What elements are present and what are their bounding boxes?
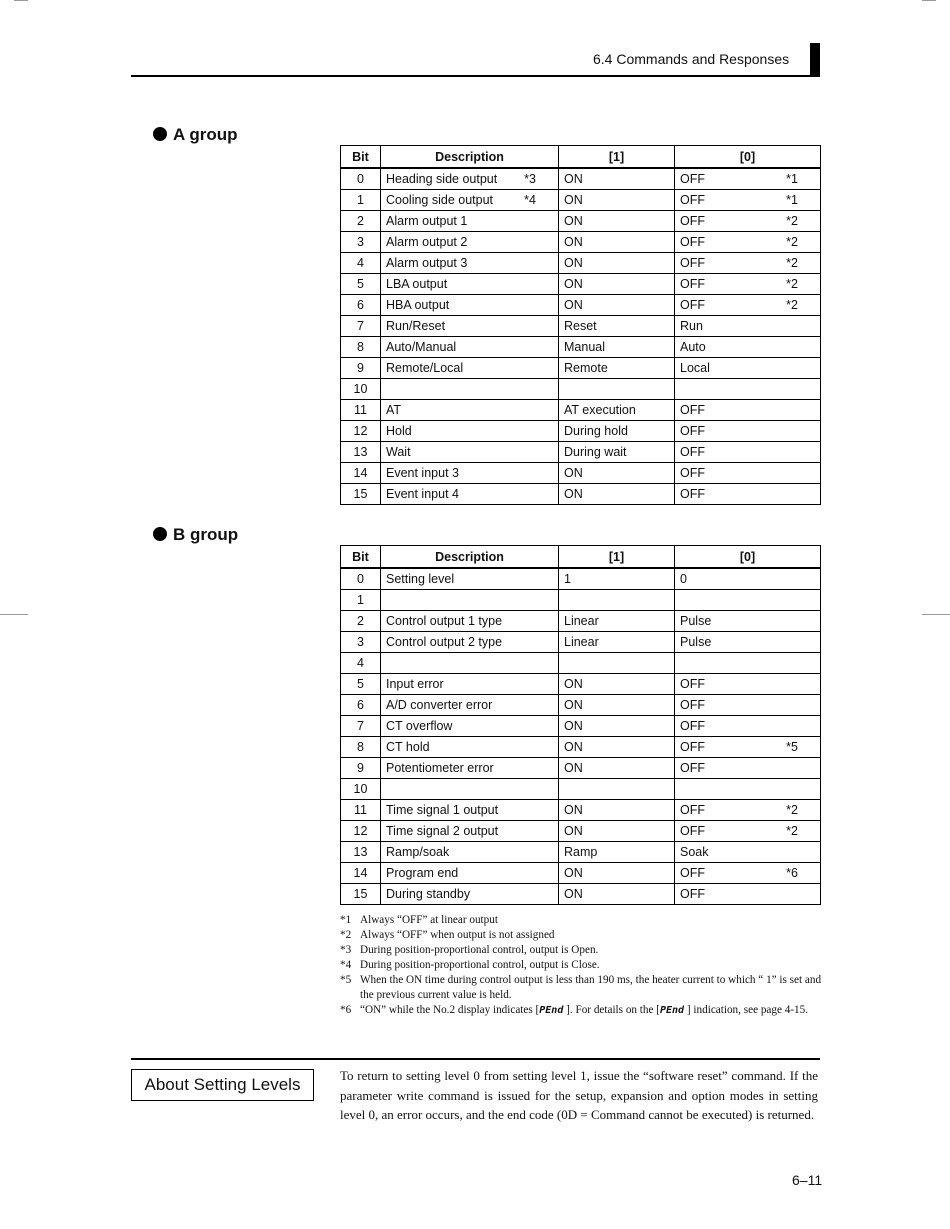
b-group-heading: [153, 525, 238, 545]
zero-column-header: [0]: [675, 546, 821, 569]
a-group-table: [340, 145, 821, 505]
one-value-cell: ON: [559, 716, 675, 737]
bit-cell: 13: [341, 842, 381, 863]
one-value-cell: 1: [559, 568, 675, 590]
bit-cell: 2: [341, 211, 381, 232]
one-value-cell: Ramp: [559, 842, 675, 863]
bit-cell: 3: [341, 232, 381, 253]
zero-value-cell: OFF *2: [675, 800, 821, 821]
table-row: [341, 800, 821, 821]
bit-cell: 14: [341, 863, 381, 884]
bit-cell: 1: [341, 190, 381, 211]
footnote-ref: *2: [786, 803, 798, 817]
bit-cell: 1: [341, 590, 381, 611]
one-value-cell: ON: [559, 190, 675, 211]
bit-cell: 4: [341, 253, 381, 274]
bit-cell: 15: [341, 484, 381, 505]
description-cell: Program end: [381, 863, 559, 884]
b-group-table: [340, 545, 821, 905]
description-cell: HBA output: [381, 295, 559, 316]
one-value-cell: Linear: [559, 611, 675, 632]
table-row: [341, 716, 821, 737]
description-cell: [381, 379, 559, 400]
one-column-header: [1]: [559, 546, 675, 569]
table-row: [341, 779, 821, 800]
zero-value-cell: Run: [675, 316, 821, 337]
page-number: 6–11: [792, 1172, 823, 1188]
one-value-cell: ON: [559, 737, 675, 758]
footnote: *4 During position-proportional control, output is Close.: [340, 959, 600, 971]
table-row: [341, 337, 821, 358]
bit-cell: 5: [341, 274, 381, 295]
table-row: [341, 737, 821, 758]
a-group-heading: [153, 125, 238, 145]
table-row: [341, 400, 821, 421]
table-row: [341, 168, 821, 190]
description-cell: Alarm output 1: [381, 211, 559, 232]
table-row: [341, 674, 821, 695]
crop-mark: [14, 0, 28, 1]
zero-value-cell: OFF: [675, 695, 821, 716]
header-rule: [131, 75, 820, 77]
section-rule: [131, 1058, 820, 1060]
one-value-cell: ON: [559, 800, 675, 821]
bit-cell: 11: [341, 400, 381, 421]
description-cell: Event input 4: [381, 484, 559, 505]
footnote: *1 Always “OFF” at linear output: [340, 914, 498, 926]
zero-value-cell: OFF: [675, 758, 821, 779]
zero-column-header: [0]: [675, 146, 821, 169]
description-cell: Time signal 1 output: [381, 800, 559, 821]
table-row: [341, 421, 821, 442]
bit-cell: 3: [341, 632, 381, 653]
table-row: [341, 863, 821, 884]
one-value-cell: [559, 779, 675, 800]
table-row: [341, 484, 821, 505]
description-cell: Cooling side output *4: [381, 190, 559, 211]
footnote: *5 When the ON time during control output is less than 190 ms, the heater current to which “ 1” is set and the previous current value is held.: [340, 974, 822, 1001]
description-cell: Control output 2 type: [381, 632, 559, 653]
zero-value-cell: OFF: [675, 484, 821, 505]
description-cell: Setting level: [381, 568, 559, 590]
zero-value-cell: [675, 653, 821, 674]
description-cell: Input error: [381, 674, 559, 695]
bit-cell: 15: [341, 884, 381, 905]
one-value-cell: ON: [559, 821, 675, 842]
footnote: *3 During position-proportional control, output is Open.: [340, 944, 599, 956]
bit-column-header: Bit: [341, 146, 381, 169]
one-column-header: [1]: [559, 146, 675, 169]
one-value-cell: AT execution: [559, 400, 675, 421]
one-value-cell: Remote: [559, 358, 675, 379]
zero-value-cell: OFF: [675, 716, 821, 737]
zero-value-cell: Pulse: [675, 632, 821, 653]
bit-cell: 6: [341, 295, 381, 316]
description-cell: Ramp/soak: [381, 842, 559, 863]
table-row: [341, 190, 821, 211]
description-cell: Auto/Manual: [381, 337, 559, 358]
description-cell: AT: [381, 400, 559, 421]
bit-column-header: Bit: [341, 546, 381, 569]
a-group-title: A group: [173, 125, 238, 144]
bit-cell: 12: [341, 421, 381, 442]
one-value-cell: ON: [559, 863, 675, 884]
footnote-ref: *4: [524, 193, 536, 207]
table-header-row: [341, 146, 821, 169]
footnote-ref: *2: [786, 277, 798, 291]
zero-value-cell: OFF *2: [675, 211, 821, 232]
zero-value-cell: Auto: [675, 337, 821, 358]
bit-cell: 8: [341, 337, 381, 358]
crop-mark: [0, 614, 28, 615]
table-row: [341, 653, 821, 674]
section-header-title: 6.4 Commands and Responses: [593, 51, 790, 67]
footnote: *2 Always “OFF” when output is not assigned: [340, 929, 555, 941]
table-row: [341, 358, 821, 379]
table-row: [341, 295, 821, 316]
crop-mark: [922, 0, 936, 1]
description-cell: CT overflow: [381, 716, 559, 737]
one-value-cell: ON: [559, 884, 675, 905]
one-value-cell: During hold: [559, 421, 675, 442]
one-value-cell: ON: [559, 695, 675, 716]
description-cell: CT hold: [381, 737, 559, 758]
segment-display-text: PEnd: [660, 1005, 685, 1016]
description-cell: Control output 1 type: [381, 611, 559, 632]
bit-cell: 13: [341, 442, 381, 463]
zero-value-cell: [675, 379, 821, 400]
zero-value-cell: OFF *6: [675, 863, 821, 884]
description-cell: Heading side output *3: [381, 168, 559, 190]
zero-value-cell: OFF *1: [675, 168, 821, 190]
footnote-ref: *6: [786, 866, 798, 880]
b-group-title: B group: [173, 525, 239, 544]
bit-cell: 2: [341, 611, 381, 632]
one-value-cell: [559, 379, 675, 400]
description-cell: Run/Reset: [381, 316, 559, 337]
one-value-cell: ON: [559, 295, 675, 316]
table-row: [341, 274, 821, 295]
zero-value-cell: OFF: [675, 421, 821, 442]
bit-cell: 10: [341, 379, 381, 400]
segment-display-text: PEnd: [539, 1005, 564, 1016]
table-row: [341, 211, 821, 232]
zero-value-cell: OFF: [675, 463, 821, 484]
table-row: [341, 316, 821, 337]
table-header-row: [341, 546, 821, 569]
crop-mark: [922, 614, 950, 615]
description-cell: During standby: [381, 884, 559, 905]
footnote-ref: *2: [786, 256, 798, 270]
one-value-cell: ON: [559, 232, 675, 253]
footnote-ref: *2: [786, 235, 798, 249]
one-value-cell: [559, 653, 675, 674]
zero-value-cell: OFF *2: [675, 253, 821, 274]
zero-value-cell: 0: [675, 568, 821, 590]
table-row: [341, 842, 821, 863]
description-cell: [381, 653, 559, 674]
header-tab-marker: [810, 43, 820, 76]
table-row: [341, 884, 821, 905]
footnote-ref: *1: [786, 193, 798, 207]
footnote-ref: *2: [786, 824, 798, 838]
zero-value-cell: OFF *2: [675, 821, 821, 842]
description-cell: Wait: [381, 442, 559, 463]
description-cell: Hold: [381, 421, 559, 442]
one-value-cell: ON: [559, 484, 675, 505]
footnote: *6 “ON” while the No.2 display indicates [PEnd ]. For details on the [PEnd ] indication, see page 4-15.: [340, 1004, 809, 1016]
bullet-icon: [153, 527, 167, 541]
footnote-ref: *2: [786, 214, 798, 228]
zero-value-cell: [675, 590, 821, 611]
one-value-cell: During wait: [559, 442, 675, 463]
table-row: [341, 611, 821, 632]
description-cell: Alarm output 2: [381, 232, 559, 253]
description-column-header: Description: [381, 546, 559, 569]
table-row: [341, 379, 821, 400]
bit-cell: 5: [341, 674, 381, 695]
one-value-cell: ON: [559, 253, 675, 274]
one-value-cell: ON: [559, 274, 675, 295]
description-cell: LBA output: [381, 274, 559, 295]
zero-value-cell: [675, 779, 821, 800]
table-row: [341, 463, 821, 484]
bit-cell: 0: [341, 168, 381, 190]
description-cell: A/D converter error: [381, 695, 559, 716]
footnote-ref: *2: [786, 298, 798, 312]
table-row: [341, 568, 821, 590]
zero-value-cell: OFF *2: [675, 274, 821, 295]
bit-cell: 12: [341, 821, 381, 842]
zero-value-cell: OFF *2: [675, 295, 821, 316]
bit-cell: 14: [341, 463, 381, 484]
one-value-cell: ON: [559, 674, 675, 695]
zero-value-cell: OFF: [675, 400, 821, 421]
bit-cell: 7: [341, 716, 381, 737]
zero-value-cell: Pulse: [675, 611, 821, 632]
bit-cell: 6: [341, 695, 381, 716]
zero-value-cell: OFF: [675, 442, 821, 463]
footnote-ref: *1: [786, 172, 798, 186]
footnote-ref: *5: [786, 740, 798, 754]
description-cell: Remote/Local: [381, 358, 559, 379]
footnotes: [340, 913, 822, 1018]
description-cell: Potentiometer error: [381, 758, 559, 779]
bit-cell: 4: [341, 653, 381, 674]
table-row: [341, 632, 821, 653]
one-value-cell: ON: [559, 463, 675, 484]
zero-value-cell: Soak: [675, 842, 821, 863]
table-row: [341, 590, 821, 611]
one-value-cell: ON: [559, 758, 675, 779]
description-cell: Event input 3: [381, 463, 559, 484]
zero-value-cell: Local: [675, 358, 821, 379]
bit-cell: 9: [341, 358, 381, 379]
table-row: [341, 695, 821, 716]
table-row: [341, 442, 821, 463]
description-cell: [381, 590, 559, 611]
description-cell: [381, 779, 559, 800]
bit-cell: 8: [341, 737, 381, 758]
bit-cell: 11: [341, 800, 381, 821]
bit-cell: 9: [341, 758, 381, 779]
zero-value-cell: OFF: [675, 884, 821, 905]
zero-value-cell: OFF: [675, 674, 821, 695]
description-cell: Time signal 2 output: [381, 821, 559, 842]
table-row: [341, 758, 821, 779]
one-value-cell: Reset: [559, 316, 675, 337]
description-cell: Alarm output 3: [381, 253, 559, 274]
zero-value-cell: OFF *2: [675, 232, 821, 253]
one-value-cell: Linear: [559, 632, 675, 653]
footnote-ref: *3: [524, 172, 536, 186]
zero-value-cell: OFF *1: [675, 190, 821, 211]
about-setting-levels-text: To return to setting level 0 from setting level 1, issue the “software reset” command. If the parameter write command is issued for the setup, expansion and option modes in setting level 0, an error occurs, and the end code (0D = Command cannot be executed) is returned.: [340, 1068, 818, 1122]
zero-value-cell: OFF *5: [675, 737, 821, 758]
one-value-cell: Manual: [559, 337, 675, 358]
about-setting-levels-title: About Setting Levels: [131, 1069, 314, 1101]
one-value-cell: [559, 590, 675, 611]
one-value-cell: ON: [559, 211, 675, 232]
table-row: [341, 821, 821, 842]
bullet-icon: [153, 127, 167, 141]
bit-cell: 10: [341, 779, 381, 800]
table-row: [341, 253, 821, 274]
description-column-header: Description: [381, 146, 559, 169]
one-value-cell: ON: [559, 168, 675, 190]
bit-cell: 0: [341, 568, 381, 590]
table-row: [341, 232, 821, 253]
bit-cell: 7: [341, 316, 381, 337]
